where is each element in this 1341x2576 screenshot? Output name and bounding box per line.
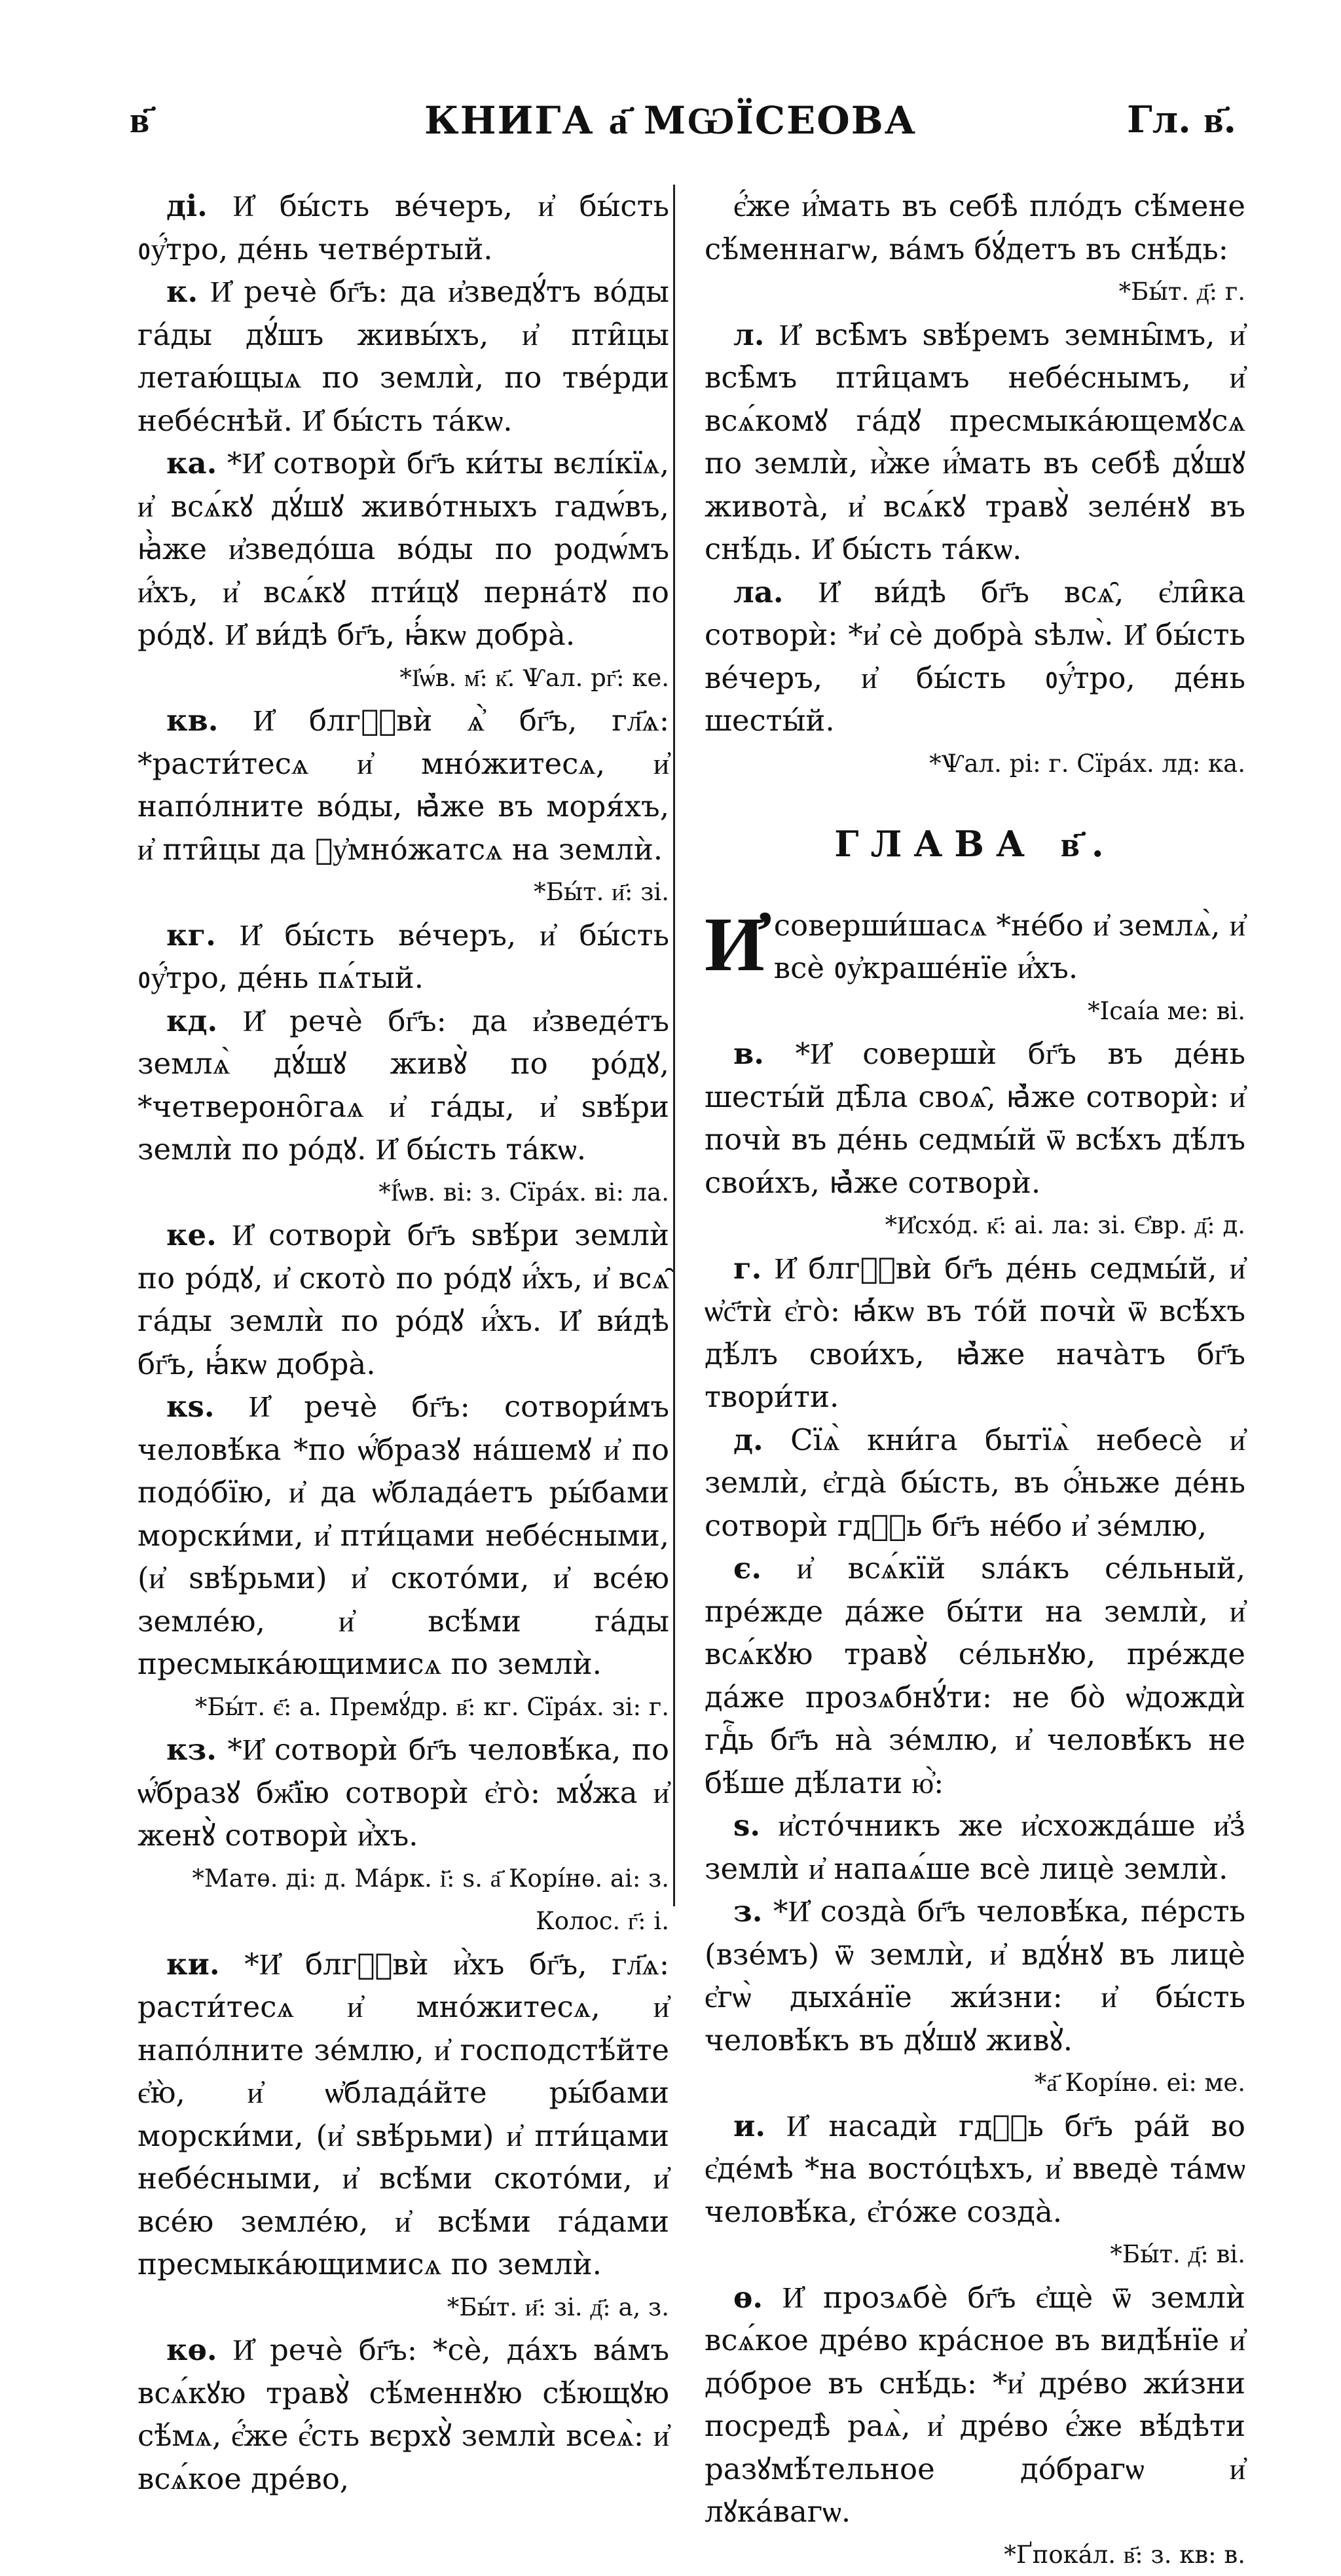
verse [705,904,1245,990]
cross-reference: *Бы́т. д҃: г. [705,270,1245,314]
verse-text: *И҆ созда̀ бг҃ъ человѣ́ка, пе́рсть (взе́мъ) ѿ землѝ, и҆ вдꙋ́нꙋ въ лицѐ є҆гѡ̀ дыха́нїе жи́зни: и҆ бы́сть человѣ́къ въ дꙋ́шꙋ живꙋ̀. [705,1894,1245,2058]
cross-reference: *И҆схо́д. к҃: аі. ла: зі. Є҆вр. д҃: д. [705,1204,1245,1247]
running-title: КНИГА а҃ МѠЇСЕОВА [0,98,1341,143]
cross-reference: *Ґпока́л. в҃: з. кв: в. [705,2533,1245,2576]
verse [138,270,669,442]
verse-text: Сїѧ̀ кни́га бытїѧ̀ небесѐ и҆ землѝ, є҆гда̀ бы́сть, въ ѻ҆́ньже де́нь сотворѝ гдⷭ҇ь бг҃ъ не́бо и҆ зе́млю, [705,1423,1245,1543]
verses-after-chapter [705,904,1245,2576]
verse-text: соверши́шасѧ *не́бо и҆ землѧ̀, и҆ всѐ ᲂу҆краше́нїе и҆́хъ. [774,908,1245,986]
verse-text: И҆ речѐ бг҃ъ: да и҆зведе́тъ землѧ̀ дꙋ́шꙋ живꙋ̀ по ро́дꙋ, *четвероно̑гаѧ и҆ га́ды, и҆ ѕвѣ́ри землѝ по ро́дꙋ. И҆ бы́сть та́кѡ. [138,1004,669,1167]
verse [705,1890,1245,2061]
verse-text: И҆ насадѝ гдⷭ҇ь бг҃ъ ра́й во є҆де́мѣ *на восто́цѣхъ, и҆ введѐ та́мѡ человѣ́ка, є҆го́же созда̀. [705,2109,1245,2229]
verse-number: г. [733,1251,762,1286]
verse-number: ѳ. [733,2280,763,2315]
verse-text: И҆ ви́дѣ бг҃ъ всѧ̑, є҆ли̑ка сотворѝ: *и҆ сѐ добра̀ ѕѣлѡ̀. И҆ бы́сть ве́черъ, и҆ бы́сть ᲂу҆́тро, де́нь шесты́й. [705,575,1245,738]
verse-text: И҆ сотворѝ бг҃ъ ѕвѣ́ри землѝ по ро́дꙋ, и҆ ското̀ по ро́дꙋ и҆́хъ, и҆ всѧ̑ га́ды землѝ по ро́дꙋ и҆́хъ. И҆ ви́дѣ бг҃ъ, ꙗ҆́кѡ добра̀. [138,1218,669,1381]
verse [138,1728,669,1857]
verse-text: *И҆ сотворѝ бг҃ъ человѣ́ка, по ѡ҆́бразꙋ бж҃їю сотворѝ є҆го̀: мꙋ́жа и҆ женꙋ̀ сотворѝ и҆̀хъ. [138,1732,669,1853]
verse-number: кд. [166,1004,217,1038]
cross-reference: *Бы́т. и҃: зі. [138,871,669,914]
verse-text: *И҆ блгⷭ҇вѝ и҆̀хъ бг҃ъ, гл҃ѧ: расти́тесѧ и҆ мно́житесѧ, и҆ напо́лните зе́млю, и҆ господстѣ́йте є҆ю̀, и҆ ѡ҆блада́йте ры́бами морски́ми, (и҆ ѕвѣ́рьми) и҆ пти́цами небе́сными, и҆ всѣ́ми ското́ми, и҆ все́ю земле́ю, и҆ всѣ́ми га́дами пресмыка́ющимисѧ по землѝ. [138,1947,669,2282]
cross-reference: *Ісаі́а ме: ві. [705,990,1245,1033]
verse [705,1804,1245,1890]
verse [705,571,1245,742]
page-header [0,98,1341,151]
verse-text: И҆ речѐ бг҃ъ: да и҆зведꙋ́тъ во́ды га́ды дꙋ́шъ живы́хъ, и҆ пти̑цы летаю́щыѧ по землѝ, по тве́рди небе́снѣй. И҆ бы́сть та́кѡ. [138,274,669,438]
column-divider [673,185,675,1906]
verse [138,185,669,270]
verse-number: в. [733,1036,764,1071]
verses-before-chapter [705,185,1245,785]
verse-text: И҆ речѐ бг҃ъ: *сѐ, да́хъ ва́мъ всѧ́кꙋю травꙋ̀ сѣ́меннꙋю сѣ́ющꙋю сѣ́мѧ, є҆́же є҆́сть вєрхꙋ̀ землѝ всеѧ̀: и҆ всѧ́кое дре́во, [138,2332,669,2496]
verse [705,185,1245,270]
verse [705,314,1245,571]
verse [138,1214,669,1385]
verse [138,1943,669,2286]
verse-text: И҆ бы́сть ве́черъ, и҆ бы́сть ᲂу҆́тро, де́нь четве́ртый. [138,189,669,266]
verse-number: д. [733,1423,763,1457]
verse-text: *И҆ сотворѝ бг҃ъ ки́ты вєлі́кїѧ, и҆ всѧ́кꙋ дꙋ́шꙋ живо́тныхъ гадѡ́въ, ꙗ҆̀же и҆зведо́ша во́ды по родѡ́мъ и҆́хъ, и҆ всѧ́кꙋ пти́цꙋ перна́тꙋ по ро́дꙋ. И҆ ви́дѣ бг҃ъ, ꙗ҆́кѡ добра̀. [138,446,669,652]
verse-text: *И҆ совершѝ бг҃ъ въ де́нь шесты́й дѣ̑ла своѧ̑, ꙗ҆̀же сотворѝ: и҆ почѝ въ де́нь седмы́й ѿ всѣ́хъ дѣ́лъ свои́хъ, ꙗ҆̀же сотворѝ. [705,1036,1245,1200]
right-column [705,185,1245,2576]
verse [705,2276,1245,2533]
verse-number: кѕ. [166,1389,215,1424]
verse-number: ка. [166,446,217,481]
cross-reference: *Бы́т. д҃: ві. [705,2233,1245,2276]
verse-number: з. [733,1894,762,1929]
chapter-heading: ГЛАВА в҃. [705,823,1245,866]
cross-reference: *Бы́т. є҃: а. Премꙋ́др. в҃: кг. Сїра́х. зі: г. [138,1686,669,1729]
verse [138,2329,669,2500]
cross-reference: *а҃ Корі́нѳ. еі: ме. [705,2061,1245,2105]
verse-text: И҆ прозѧбѐ бг҃ъ є҆щѐ ѿ землѝ всѧ́кое дре́во кра́сное въ видѣ́нїе и҆ до́брое въ снѣ́дь: *и҆ дре́во жи́зни посредѣ̀ раѧ̀, и҆ дре́во є҆́же вѣ́дѣти разꙋмѣ́тельное до́брагѡ и҆ лꙋка́вагѡ. [705,2280,1245,2530]
verse [138,442,669,657]
verse [705,1247,1245,1419]
verse-text: И҆ блгⷭ҇вѝ бг҃ъ де́нь седмы́й, и҆ ѡ҆с҃тѝ є҆го̀: ꙗ҆́кѡ въ то́й почѝ ѿ всѣ́хъ дѣ́лъ свои́хъ, ꙗ҆̀же нача̀тъ бг҃ъ твори́ти. [705,1251,1245,1415]
drop-cap: И҆ [705,908,765,979]
verse-number: є. [733,1551,762,1586]
verse-number: к. [166,274,198,309]
verse [705,2105,1245,2234]
cross-reference: *Ѱал. рі: г. Сїра́х. лд: ка. [705,742,1245,786]
chapter-indicator: Гл. в҃. [1127,98,1236,141]
verse-text: И҆ блгⷭ҇вѝ ѧ҆̀ бг҃ъ, гл҃ѧ: *расти́тесѧ и҆ мно́житесѧ, и҆ напо́лните во́ды, ꙗ҆̀же въ моря́хъ, и҆ пти̑цы да ᲂу҆мно́жатсѧ на землѝ. [138,703,669,867]
verse [705,1032,1245,1204]
verse-number: ла. [733,575,784,609]
verse-number: кз. [166,1732,217,1767]
verse-number: ѕ. [733,1808,760,1843]
verse [138,1385,669,1686]
page-number: в҃ [130,98,149,141]
verse-number: ки. [166,1947,220,1982]
cross-reference: *Бы́т. и҃: зі. д҃: а, з. [138,2286,669,2329]
verse-text: и҆сто́чникъ же и҆схожда́ше и҆з̾ землѝ и҆ напаѧ́ше всѐ лицѐ землѝ. [705,1808,1245,1886]
left-column [138,185,669,2500]
verse [138,1000,669,1171]
verse [705,1547,1245,1804]
verse-number: л. [733,317,764,352]
verse-number: кв. [166,703,218,738]
verse-text: є҆́же и҆́мать въ себѣ̀ пло́дъ сѣ́мене сѣ́меннагѡ, ва́мъ бꙋ́детъ въ снѣ́дь: [705,189,1245,266]
verse-text: И҆ бы́сть ве́черъ, и҆ бы́сть ᲂу҆́тро, де́нь пѧ́тый. [138,918,669,996]
cross-reference: *І҆́ѡв. ві: з. Сїра́х. ві: ла. [138,1171,669,1214]
verse [138,914,669,1000]
verse-number: ді. [166,189,208,223]
verse-number: кг. [166,918,216,952]
verse-number: ке. [166,1218,217,1252]
verse [705,1419,1245,1548]
verse-number: кѳ. [166,2332,217,2367]
verse-number: и. [733,2109,765,2143]
verse [138,699,669,871]
verse-text: И҆ всѣ̑мъ ѕвѣ́ремъ земны̑мъ, и҆ всѣ̑мъ пти̑цамъ небе́снымъ, и҆ всѧ́комꙋ га́дꙋ пресмыка́ющемꙋсѧ по землѝ, и҆̀же и҆́мать въ себѣ̀ дꙋ́шꙋ живота̀, и҆ всѧ́кꙋ травꙋ̀ зеле́нꙋ въ снѣ́дь. И҆ бы́сть та́кѡ. [705,317,1245,567]
verse-text: И҆ речѐ бг҃ъ: сотвори́мъ человѣ́ка *по ѡ҆́бразꙋ на́шемꙋ и҆ по подо́бїю, и҆ да ѡ҆блада́етъ ры́бами морски́ми, и҆ пти́цами небе́сными, (и҆ ѕвѣ́рьми) и҆ ското́ми, и҆ все́ю земле́ю, и҆ всѣ́ми га́ды пресмыка́ющимисѧ по землѝ. [138,1389,669,1681]
cross-reference: *Матѳ. ді: д. Ма́рк. і҃: ѕ. а҃ Корі́нѳ. аі: з. Колос. г҃: і. [138,1857,669,1943]
verse-text: и҆ всѧ́кїй ѕла́къ се́льный, пре́жде да́же бы́ти на землѝ, и҆ всѧ́кꙋю травꙋ̀ се́льнꙋю, пре́жде да́же прозѧбнꙋ́ти: не бо̀ ѡ҆дождѝ гдⷭ҇ь бг҃ъ на̀ зе́млю, и҆ человѣ́къ не бѣ́ше дѣ́лати ю҆̀: [705,1551,1245,1800]
cross-reference: *І҆ѡ́в. м҃: к҃. Ѱал. рг҃: ке. [138,657,669,700]
